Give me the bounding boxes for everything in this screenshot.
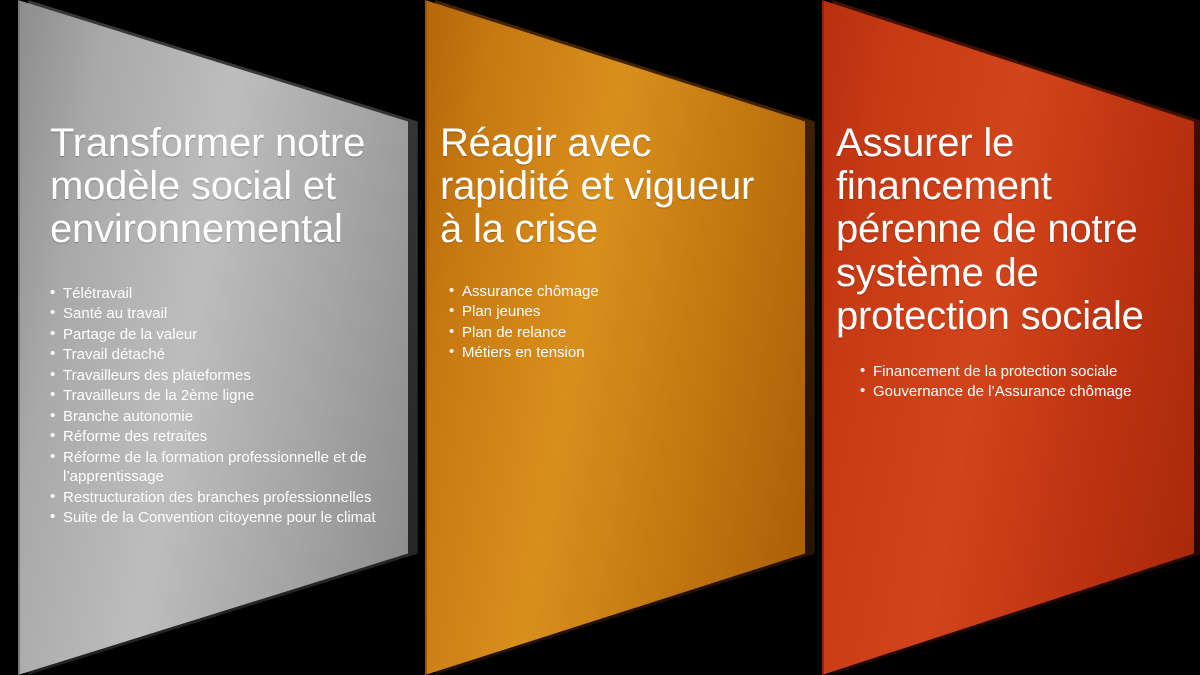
list-item: • Télétravail	[50, 284, 382, 304]
panel-transformer-modele-social	[18, 0, 408, 675]
list-item: • Santé au travail	[50, 304, 382, 324]
list-item: • Plan jeunes	[449, 302, 779, 322]
list-item: • Travail détaché	[50, 345, 382, 365]
list-item: • Gouvernance de l’Assurance chômage	[860, 382, 1176, 402]
panel-bullet-list	[440, 282, 779, 364]
list-item: • Plan de relance	[449, 323, 779, 343]
panel-reagir-crise	[425, 0, 805, 675]
list-item: • Réforme des retraites	[50, 427, 382, 447]
list-item: • Financement de la protection sociale	[860, 362, 1176, 382]
list-item: • Métiers en tension	[449, 343, 779, 363]
list-item: • Travailleurs de la 2ème ligne	[50, 386, 382, 406]
panel-bullet-list	[50, 284, 382, 529]
panel-bullet-list	[836, 362, 1176, 403]
panel-title: Réagir avec rapidité et vigueur à la crise	[440, 121, 755, 252]
list-item: • Travailleurs des plateformes	[50, 366, 382, 386]
list-item: • Branche autonomie	[50, 407, 382, 427]
panel-title: Assurer le financement pérenne de notre système de protection sociale	[836, 121, 1144, 338]
list-item: • Partage de la valeur	[50, 325, 382, 345]
list-item: • Réforme de la formation professionnelle et de l’apprentissage	[50, 448, 382, 487]
panel-title: Transformer notre modèle social et environnemental	[50, 121, 366, 252]
list-item: • Suite de la Convention citoyenne pour le climat	[50, 508, 382, 528]
list-item: • Restructuration des branches professionnelles	[50, 488, 382, 508]
list-item: • Assurance chômage	[449, 282, 779, 302]
panel-financement-perenne	[822, 0, 1194, 675]
